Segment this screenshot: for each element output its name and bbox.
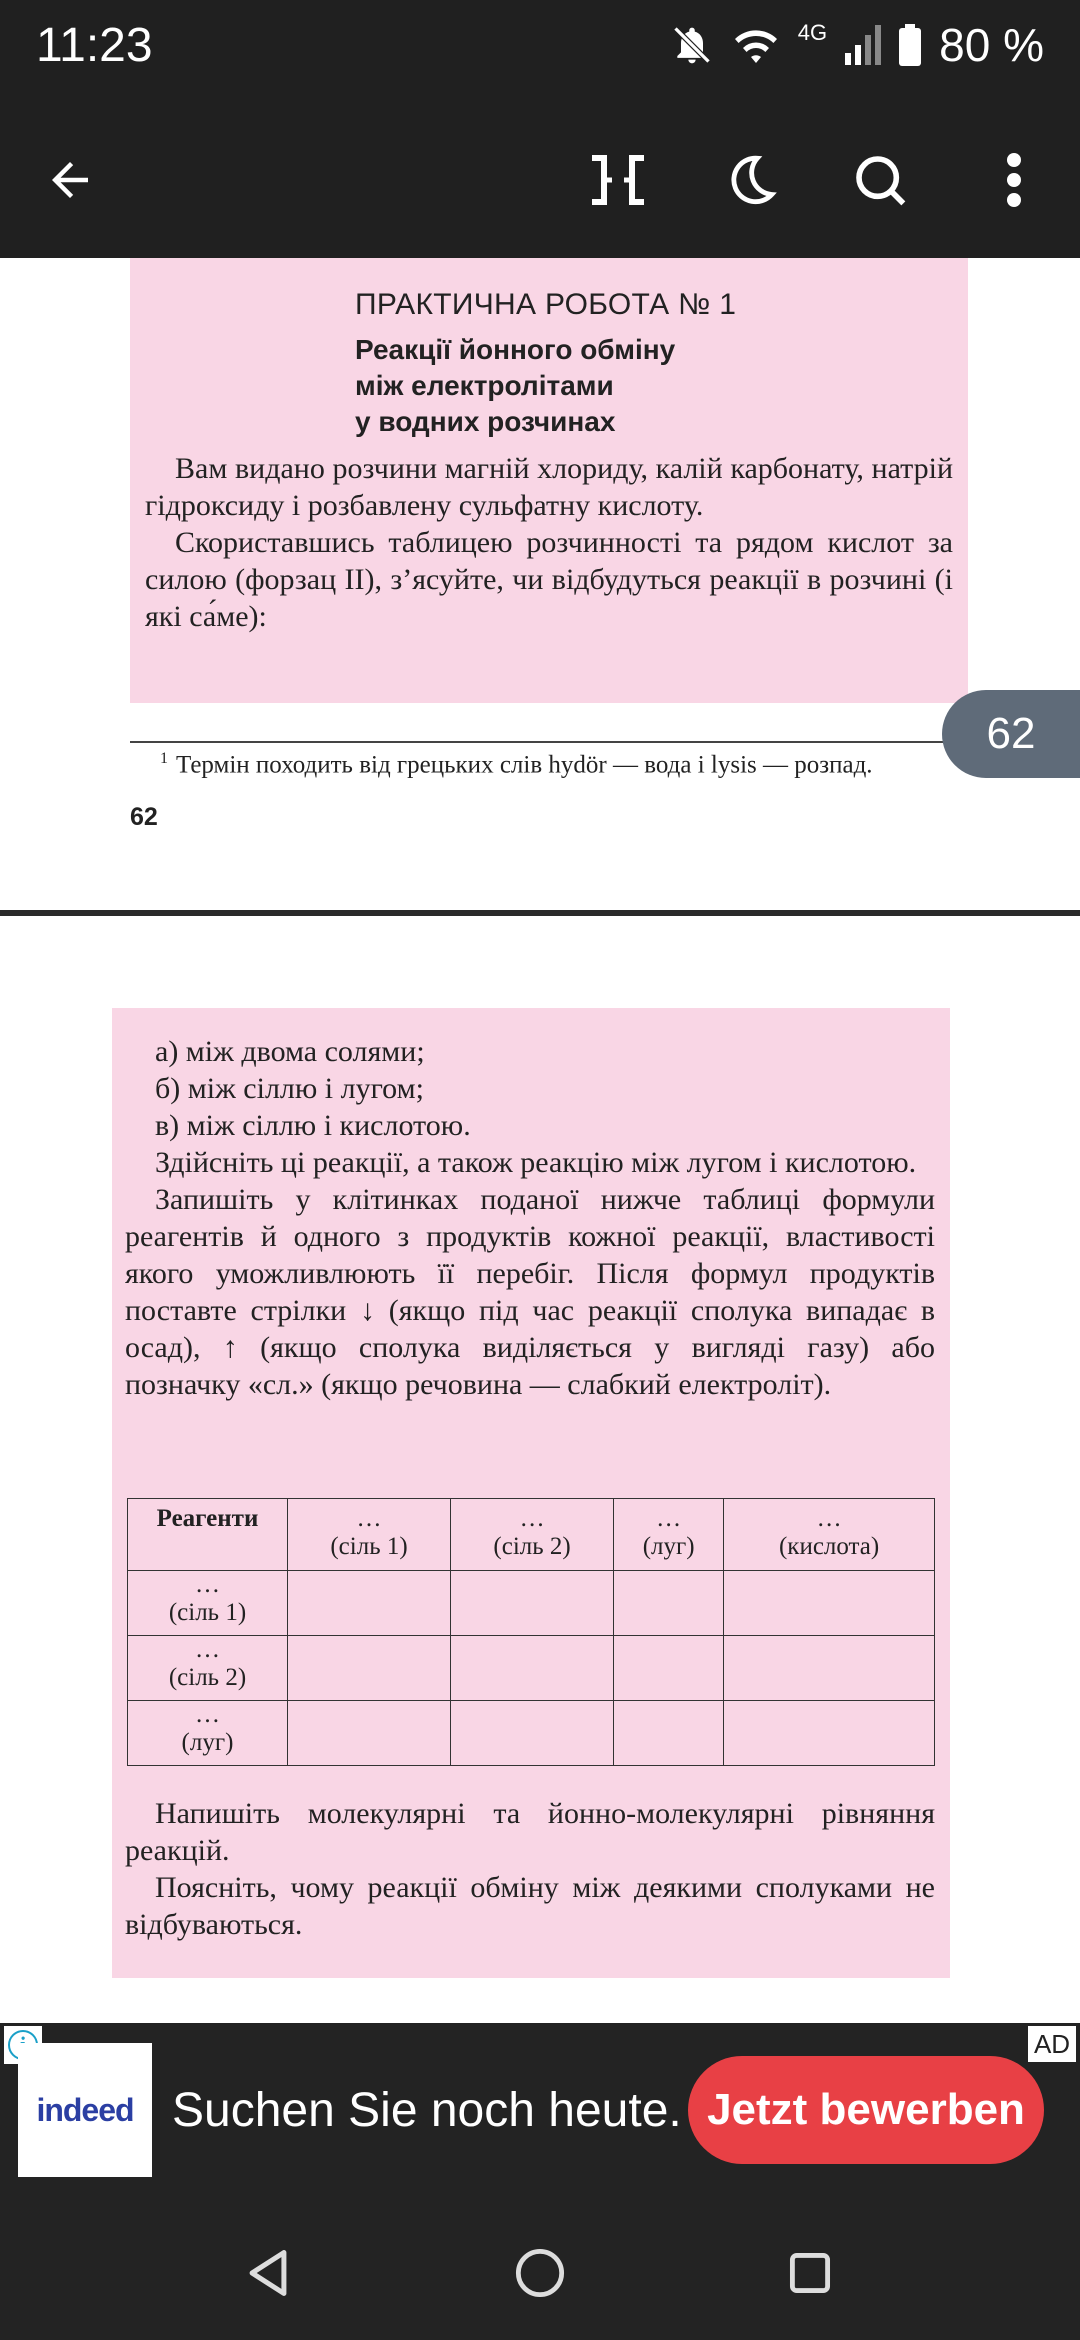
nav-home-icon (514, 2247, 566, 2299)
fit-width-icon (588, 153, 648, 207)
table-cell (614, 1571, 724, 1636)
nav-back-icon (245, 2248, 291, 2298)
footnote: $^1$ Термін походить від грецьких слів hydör — вода і lysis — розпад. (160, 750, 873, 779)
status-time: 11:23 (36, 19, 153, 72)
table-header-row (128, 1499, 935, 1571)
document-page-62 (0, 258, 1080, 910)
night-mode-icon (721, 151, 779, 209)
footnote-divider (130, 741, 968, 743)
more-options-button[interactable] (974, 140, 1054, 220)
paragraph: Скориставшись таблицею розчинності та рядом кислот за силою (форзац II), з’ясуйте, чи відбудуться реакції в розчині (і які са́ме): (145, 526, 953, 633)
column-header: … (кислота) (724, 1499, 935, 1571)
paragraph: Поясніть, чому реакції обміну між деякими сполуками не відбуваються. (125, 1871, 935, 1941)
list-item: б) між сіллю і лугом; (155, 1072, 424, 1105)
table-cell (614, 1636, 724, 1701)
system-navigation-bar (0, 2203, 1080, 2340)
indeed-logo[interactable]: indeed (18, 2043, 152, 2177)
table-corner-cell: Реагенти (128, 1499, 288, 1571)
notifications-off-icon (670, 23, 714, 67)
table-cell (724, 1636, 935, 1701)
paragraph: Вам видано розчини магній хлориду, калій карбонату, натрій гідроксиду і розбавлену сульфатну кислоту. (145, 452, 953, 522)
paragraph: Запишіть у клітинках поданої нижче таблиці формули реагентів й одного з продуктів кожної реакції, властивості якого уможливлюють її перебіг. Після формул продуктів поставте стрілки ↓ (якщо під час реакції сполука випадає в осад), ↑ (якщо сполука виділяється у вигляді газу) або позначку «сл.» (якщо речовина — слабкий електроліт). (125, 1183, 935, 1401)
row-header: … (луг) (128, 1701, 288, 1766)
column-header: … (сіль 2) (451, 1499, 614, 1571)
battery-icon (899, 24, 921, 66)
table-cell (614, 1701, 724, 1766)
wifi-icon (732, 23, 780, 67)
status-bar (0, 0, 1080, 100)
ad-label: AD (1028, 2026, 1076, 2062)
list-item: а) між двома солями; (155, 1035, 425, 1068)
search-icon (852, 152, 908, 208)
signal-icon (845, 25, 881, 65)
night-mode-button[interactable] (710, 140, 790, 220)
ad-headline[interactable]: Suchen Sie noch heute. (172, 2084, 682, 2137)
paragraph: Напишіть молекулярні та йонно-молекулярні рівняння реакцій. (125, 1797, 935, 1867)
row-header: … (сіль 1) (128, 1571, 288, 1636)
row-header: … (сіль 2) (128, 1636, 288, 1701)
table-row (128, 1701, 935, 1766)
network-type: 4G (797, 20, 828, 45)
column-header: … (луг) (614, 1499, 724, 1571)
current-page-indicator[interactable]: 62 (942, 690, 1080, 778)
reactions-table (127, 1498, 935, 1766)
table-cell (451, 1636, 614, 1701)
nav-home-button[interactable] (500, 2233, 580, 2313)
practical-work-title: ПРАКТИЧНА РОБОТА № 1 (355, 288, 737, 321)
table-cell (288, 1636, 451, 1701)
page-separator (0, 910, 1080, 916)
fit-width-button[interactable] (578, 140, 658, 220)
list-item: в) між сіллю і кислотою. (155, 1109, 471, 1142)
nav-back-button[interactable] (228, 2233, 308, 2313)
apply-now-button[interactable]: Jetzt bewerben (688, 2056, 1044, 2164)
table-cell (288, 1571, 451, 1636)
practical-work-instructions (125, 1795, 935, 1943)
battery-percent: 80 % (939, 19, 1044, 71)
nav-recents-button[interactable] (770, 2233, 850, 2313)
table-cell (724, 1571, 935, 1636)
practical-work-text (145, 450, 953, 635)
practical-work-subtitle: Реакції йонного обміну між електролітами у водних розчинах (355, 334, 676, 437)
column-header: … (сіль 1) (288, 1499, 451, 1571)
table-cell (451, 1571, 614, 1636)
table-cell (451, 1701, 614, 1766)
more-options-icon (1004, 150, 1024, 210)
reader-toolbar (0, 100, 1080, 258)
table-cell (288, 1701, 451, 1766)
practical-work-text-continued (125, 1033, 935, 1403)
table-row (128, 1636, 935, 1701)
table-cell (724, 1701, 935, 1766)
table-row (128, 1571, 935, 1636)
search-button[interactable] (840, 140, 920, 220)
status-icons (670, 18, 1044, 72)
nav-recents-icon (788, 2251, 832, 2295)
page-number: 62 (130, 803, 158, 831)
paragraph: Здійсніть ці реакції, а також реакцію між лугом і кислотою. (155, 1146, 917, 1179)
back-arrow-icon (43, 153, 97, 207)
back-button[interactable] (30, 140, 110, 220)
